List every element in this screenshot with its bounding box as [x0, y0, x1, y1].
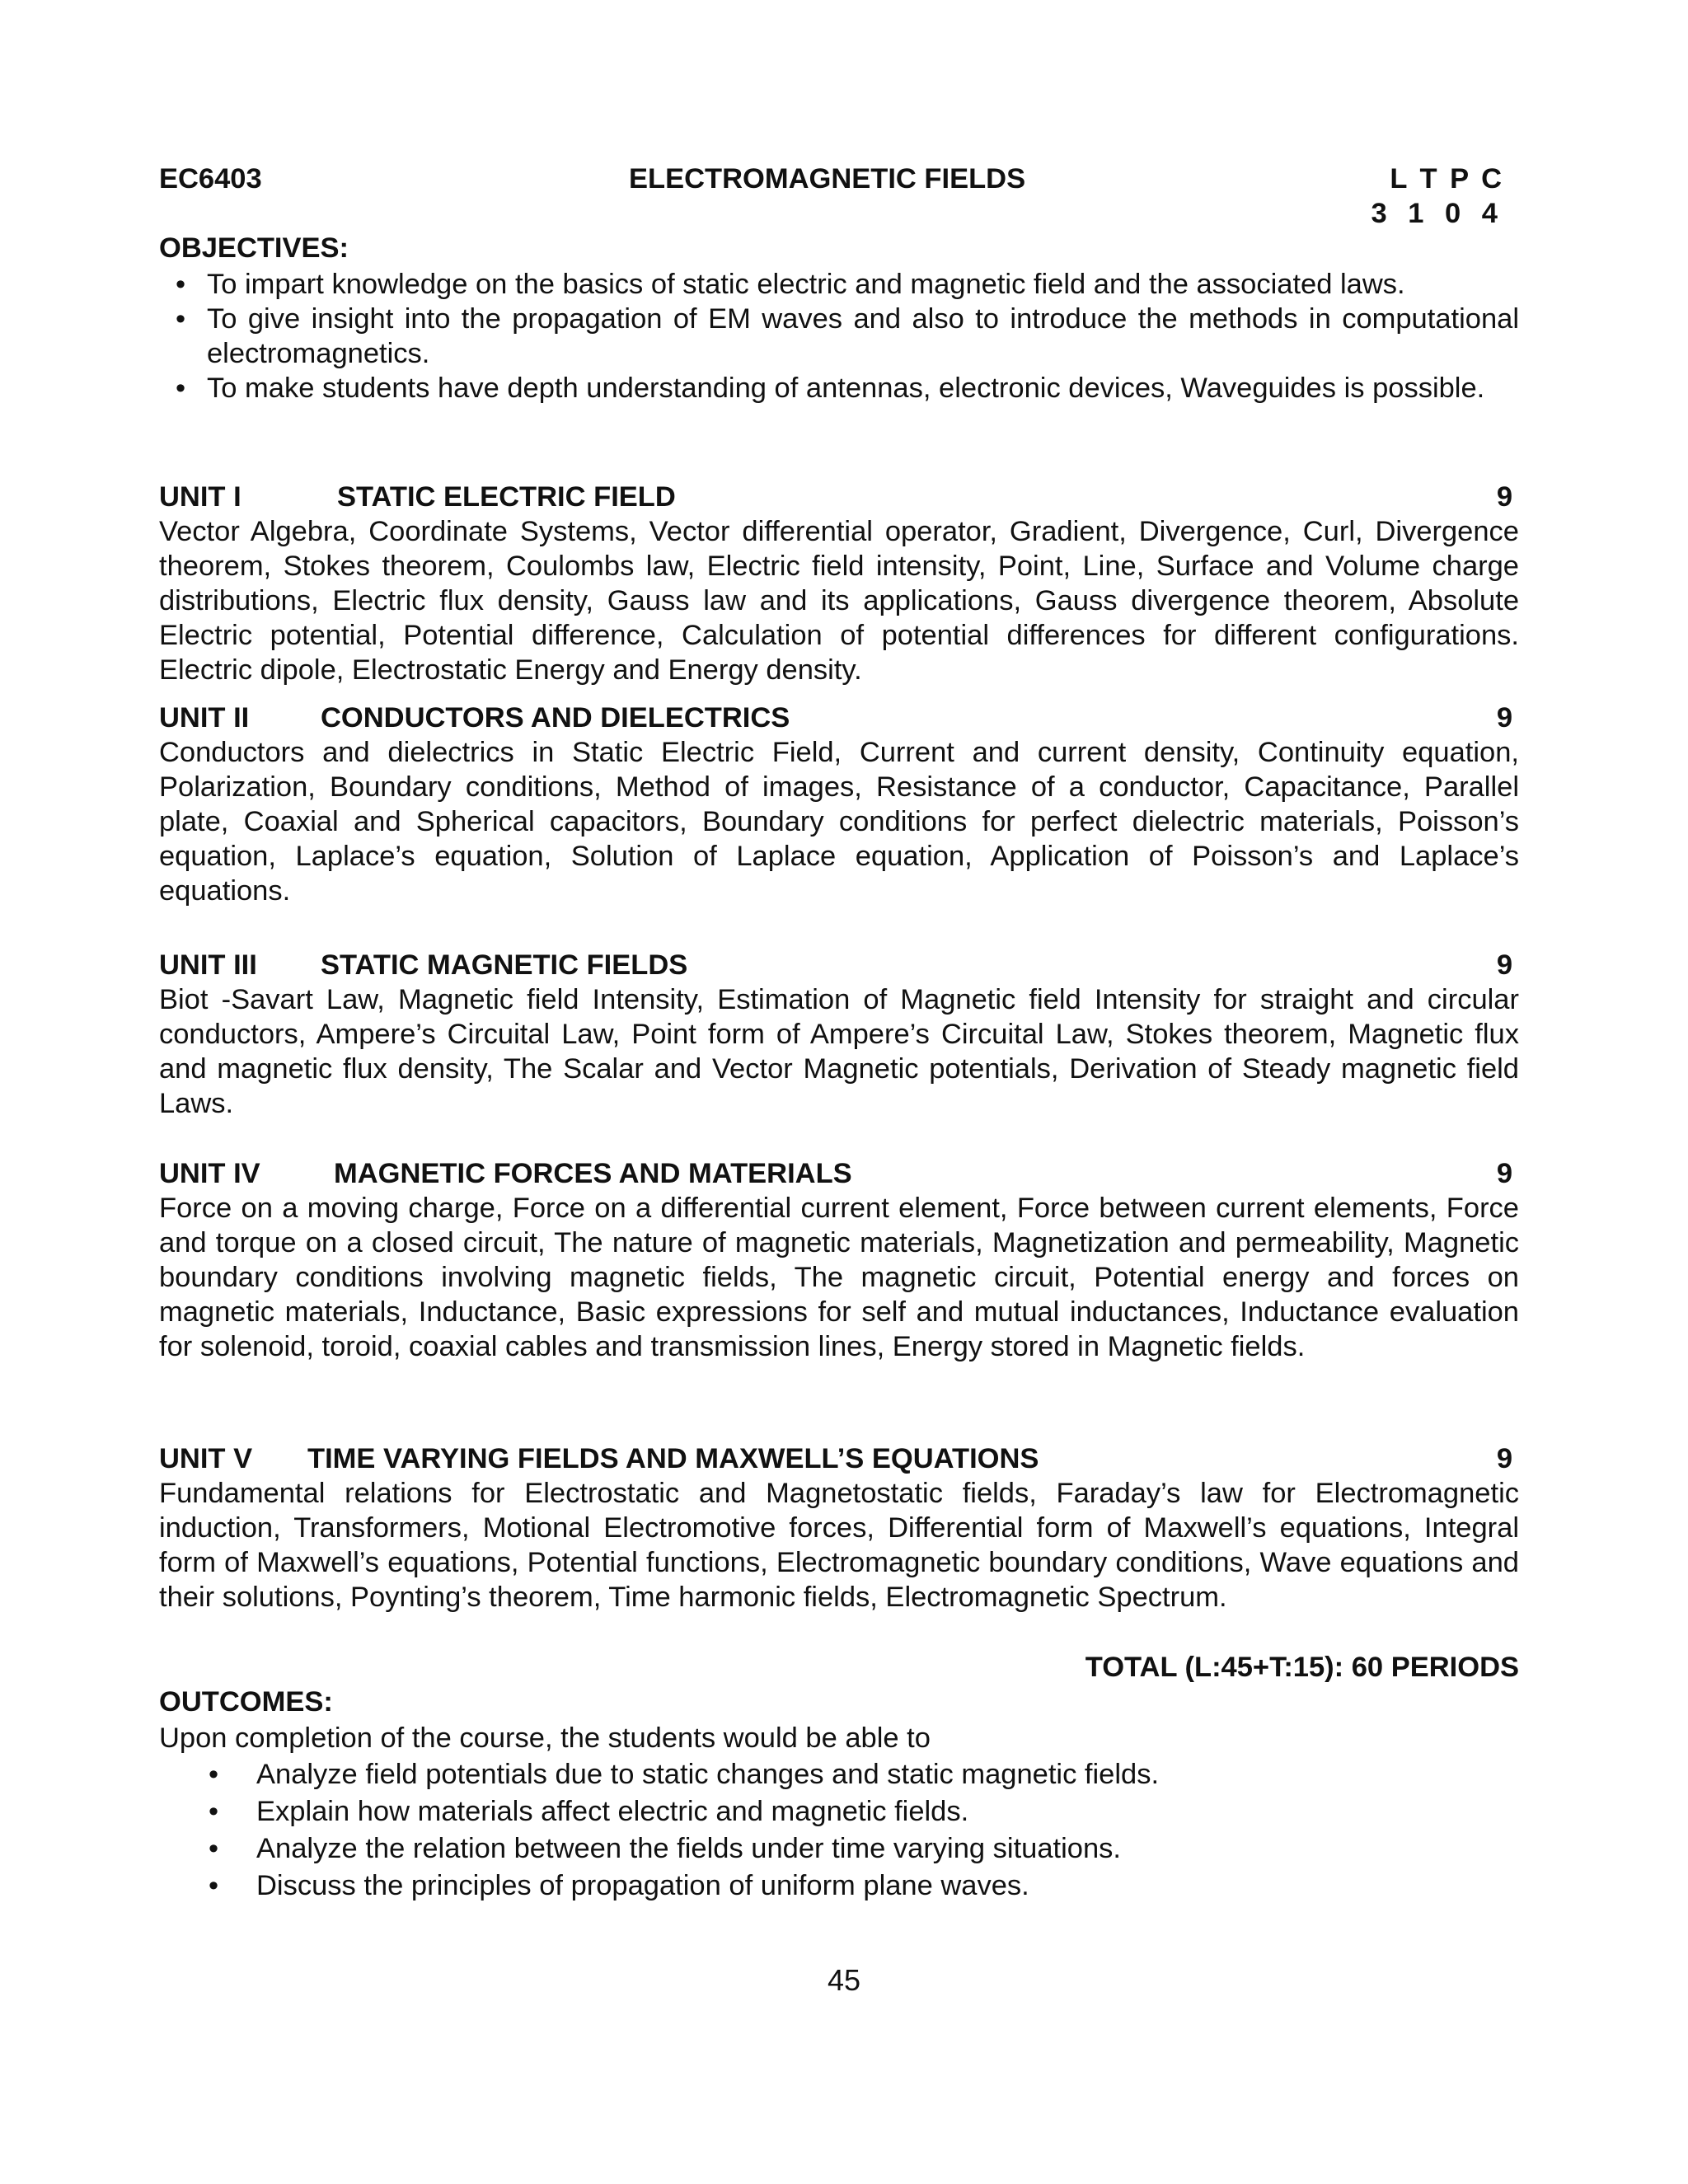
unit-content: Vector Algebra, Coordinate Systems, Vector differential operator, Gradient, Divergence, Curl, Divergence theorem, Stokes theorem, Coulombs law, Electric field intensity, Point, Line, Surface and Volume charge distributions, Electric flux density, Gauss law and its applications, Gauss divergence theorem, Absolute Electric potential, Potential difference, Calculation of potential differences for different configurations. Electric dipole, Electrostatic Energy and Energy density.: [159, 516, 1519, 686]
unit-hours: 9: [1496, 949, 1512, 981]
outcome-item: • Analyze the relation between the fields under time varying situations.: [159, 1831, 1519, 1868]
unit-number: UNIT II: [159, 702, 250, 733]
unit-number: UNIT I: [159, 481, 241, 513]
course-title: ELECTROMAGNETIC FIELDS: [629, 163, 1026, 194]
outcome-item: • Explain how materials affect electric and magnetic fields.: [159, 1794, 1519, 1831]
unit-5: [159, 1441, 1519, 1615]
unit-1: [159, 480, 1519, 687]
outcomes-list: [159, 1757, 1519, 1905]
objectives-heading: OBJECTIVES:: [159, 232, 349, 264]
unit-content: Force on a moving charge, Force on a differential current element, Force between current elements, Force and torque on a closed circuit, The nature of magnetic materials, Magnetization and permeability, Magnetic boundary conditions involving magnetic fields, The magnetic circuit, Potential energy and forces on magnetic materials, Inductance, Basic expressions for self and mutual inductances, Inductance evaluation for solenoid, toroid, coaxial cables and transmission lines, Energy stored in Magnetic fields.: [159, 1193, 1519, 1362]
unit-number: UNIT V: [159, 1443, 253, 1474]
unit-content: Conductors and dielectrics in Static Electric Field, Current and current density, Continuity equation, Polarization, Boundary conditions, Method of images, Resistance of a conductor, Capacitance, Parallel plate, Coaxial and Spherical capacitors, Boundary conditions for perfect dielectric materials, Poisson’s equation, Laplace’s equation, Solution of Laplace equation, Application of Poisson’s and Laplace’s equations.: [159, 737, 1519, 907]
unit-title: MAGNETIC FORCES AND MATERIALS: [334, 1158, 852, 1189]
unit-hours: 9: [1496, 702, 1512, 733]
total-periods: TOTAL (L:45+T:15): 60 PERIODS: [1085, 1652, 1519, 1683]
objectives-list: [159, 267, 1519, 405]
unit-content: Fundamental relations for Electrostatic and Magnetostatic fields, Faraday’s law for Electromagnetic induction, Transformers, Motional Electromotive forces, Differential form of Maxwell’s equations, Integral form of Maxwell’s equations, Potential functions, Electromagnetic boundary conditions, Wave equations and their solutions, Poynting’s theorem, Time harmonic fields, Electromagnetic Spectrum.: [159, 1478, 1519, 1613]
objective-item: • To make students have depth understanding of antennas, electronic devices, Waveguides is possible.: [159, 371, 1519, 405]
unit-hours: 9: [1496, 481, 1512, 513]
unit-title: STATIC ELECTRIC FIELD: [337, 481, 676, 513]
unit-number: UNIT IV: [159, 1158, 260, 1189]
unit-number: UNIT III: [159, 949, 257, 981]
unit-3: [159, 948, 1519, 1121]
outcomes-intro: Upon completion of the course, the students would be able to: [159, 1722, 931, 1754]
unit-title: CONDUCTORS AND DIELECTRICS: [321, 702, 790, 733]
unit-heading: [159, 1441, 1519, 1476]
objective-item: • To give insight into the propagation of EM waves and also to introduce the methods in computational electromagnetics.: [159, 302, 1519, 371]
outcome-item: • Discuss the principles of propagation of uniform plane waves.: [159, 1868, 1519, 1905]
unit-heading: [159, 948, 1519, 982]
unit-heading: [159, 1156, 1519, 1191]
page-number: 45: [827, 1963, 861, 1997]
objective-item: • To impart knowledge on the basics of static electric and magnetic field and the associated laws.: [159, 267, 1519, 302]
unit-2: [159, 701, 1519, 908]
unit-title: TIME VARYING FIELDS AND MAXWELL’S EQUATIONS: [307, 1443, 1039, 1474]
outcomes-heading: OUTCOMES:: [159, 1686, 333, 1718]
unit-4: [159, 1156, 1519, 1364]
ltpc-values: 3 1 0 4: [1371, 198, 1504, 229]
outcome-item: • Analyze field potentials due to static changes and static magnetic fields.: [159, 1757, 1519, 1794]
unit-hours: 9: [1496, 1158, 1512, 1189]
course-header: [159, 162, 1519, 196]
unit-heading: [159, 701, 1519, 735]
unit-title: STATIC MAGNETIC FIELDS: [321, 949, 688, 981]
unit-hours: 9: [1496, 1443, 1512, 1474]
ltpc-label: L T P C: [1390, 163, 1504, 194]
course-code: EC6403: [159, 163, 262, 194]
unit-heading: [159, 480, 1519, 514]
unit-content: Biot -Savart Law, Magnetic field Intensity, Estimation of Magnetic field Intensity for straight and circular conductors, Ampere’s Circuital Law, Point form of Ampere’s Circuital Law, Stokes theorem, Magnetic flux and magnetic flux density, The Scalar and Vector Magnetic potentials, Derivation of Steady magnetic field Laws.: [159, 984, 1519, 1119]
